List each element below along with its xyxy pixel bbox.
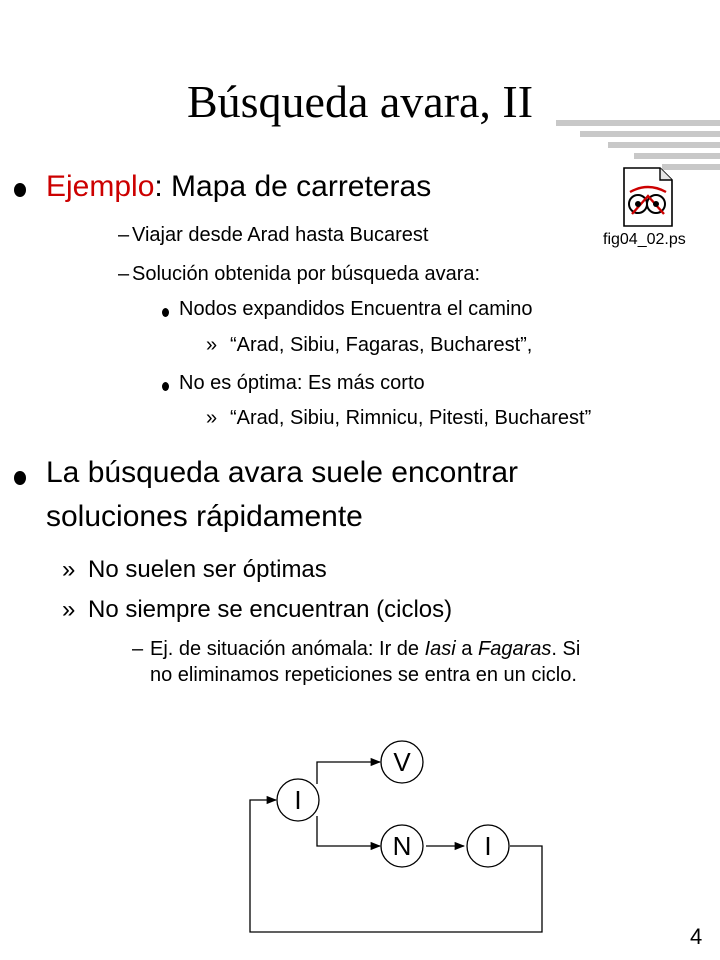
raquo-marker: » [206, 407, 218, 429]
raquo-marker: » [62, 556, 76, 583]
small-bullet-icon [162, 308, 169, 317]
raquo-marker: » [62, 596, 76, 623]
sub-item-not-optimal: No es óptima: Es más corto [179, 372, 425, 394]
bullet-icon [14, 183, 26, 197]
example-highlight: Ejemplo [46, 170, 155, 203]
node-v-label: V [393, 747, 411, 777]
dash-marker: – [118, 263, 130, 285]
node-i-start-label: I [294, 785, 302, 815]
node-i-end-label: I [484, 831, 492, 861]
page-number: 4 [690, 924, 703, 949]
quote-path-greedy: “Arad, Sibiu, Fagaras, Bucharest”, [230, 334, 533, 356]
dash-marker: – [132, 638, 144, 660]
quote-path-shorter: “Arad, Sibiu, Rimnicu, Pitesti, Bucharest” [230, 407, 592, 429]
bullet-example: Ejemplo: Mapa de carreteras [46, 170, 432, 203]
sub-item-expanded: Nodos expandidos Encuentra el camino [179, 298, 533, 320]
figure-file-label: fig04_02.ps [603, 231, 686, 248]
edge-i-v [317, 762, 380, 784]
anomalous-example-line1: Ej. de situación anómala: Ir de Iasi a Fagaras. Si [150, 638, 581, 660]
bullet-greedy-line1: La búsqueda avara suele encontrar [46, 456, 519, 489]
bullet-greedy-line2: soluciones rápidamente [46, 500, 363, 533]
raquo-marker: » [206, 334, 218, 356]
title-decoration-stripes [556, 120, 720, 172]
bullet-icon [14, 471, 26, 485]
dash-marker: – [118, 224, 130, 246]
node-n-label: N [392, 831, 412, 861]
anomalous-example-line2: no eliminamos repeticiones se entra en un ciclo. [150, 664, 577, 686]
edge-i-n [317, 816, 380, 846]
dash-item-solution: Solución obtenida por búsqueda avara: [132, 263, 481, 285]
item-not-always-found: No siempre se encuentran (ciclos) [88, 596, 453, 623]
slide-title: Búsqueda avara, II [186, 76, 534, 127]
small-bullet-icon [162, 382, 169, 391]
postscript-file-icon [622, 166, 674, 228]
cycle-diagram [230, 730, 570, 940]
dash-item-travel: Viajar desde Arad hasta Bucarest [132, 224, 429, 246]
item-not-optimal: No suelen ser óptimas [88, 556, 327, 583]
